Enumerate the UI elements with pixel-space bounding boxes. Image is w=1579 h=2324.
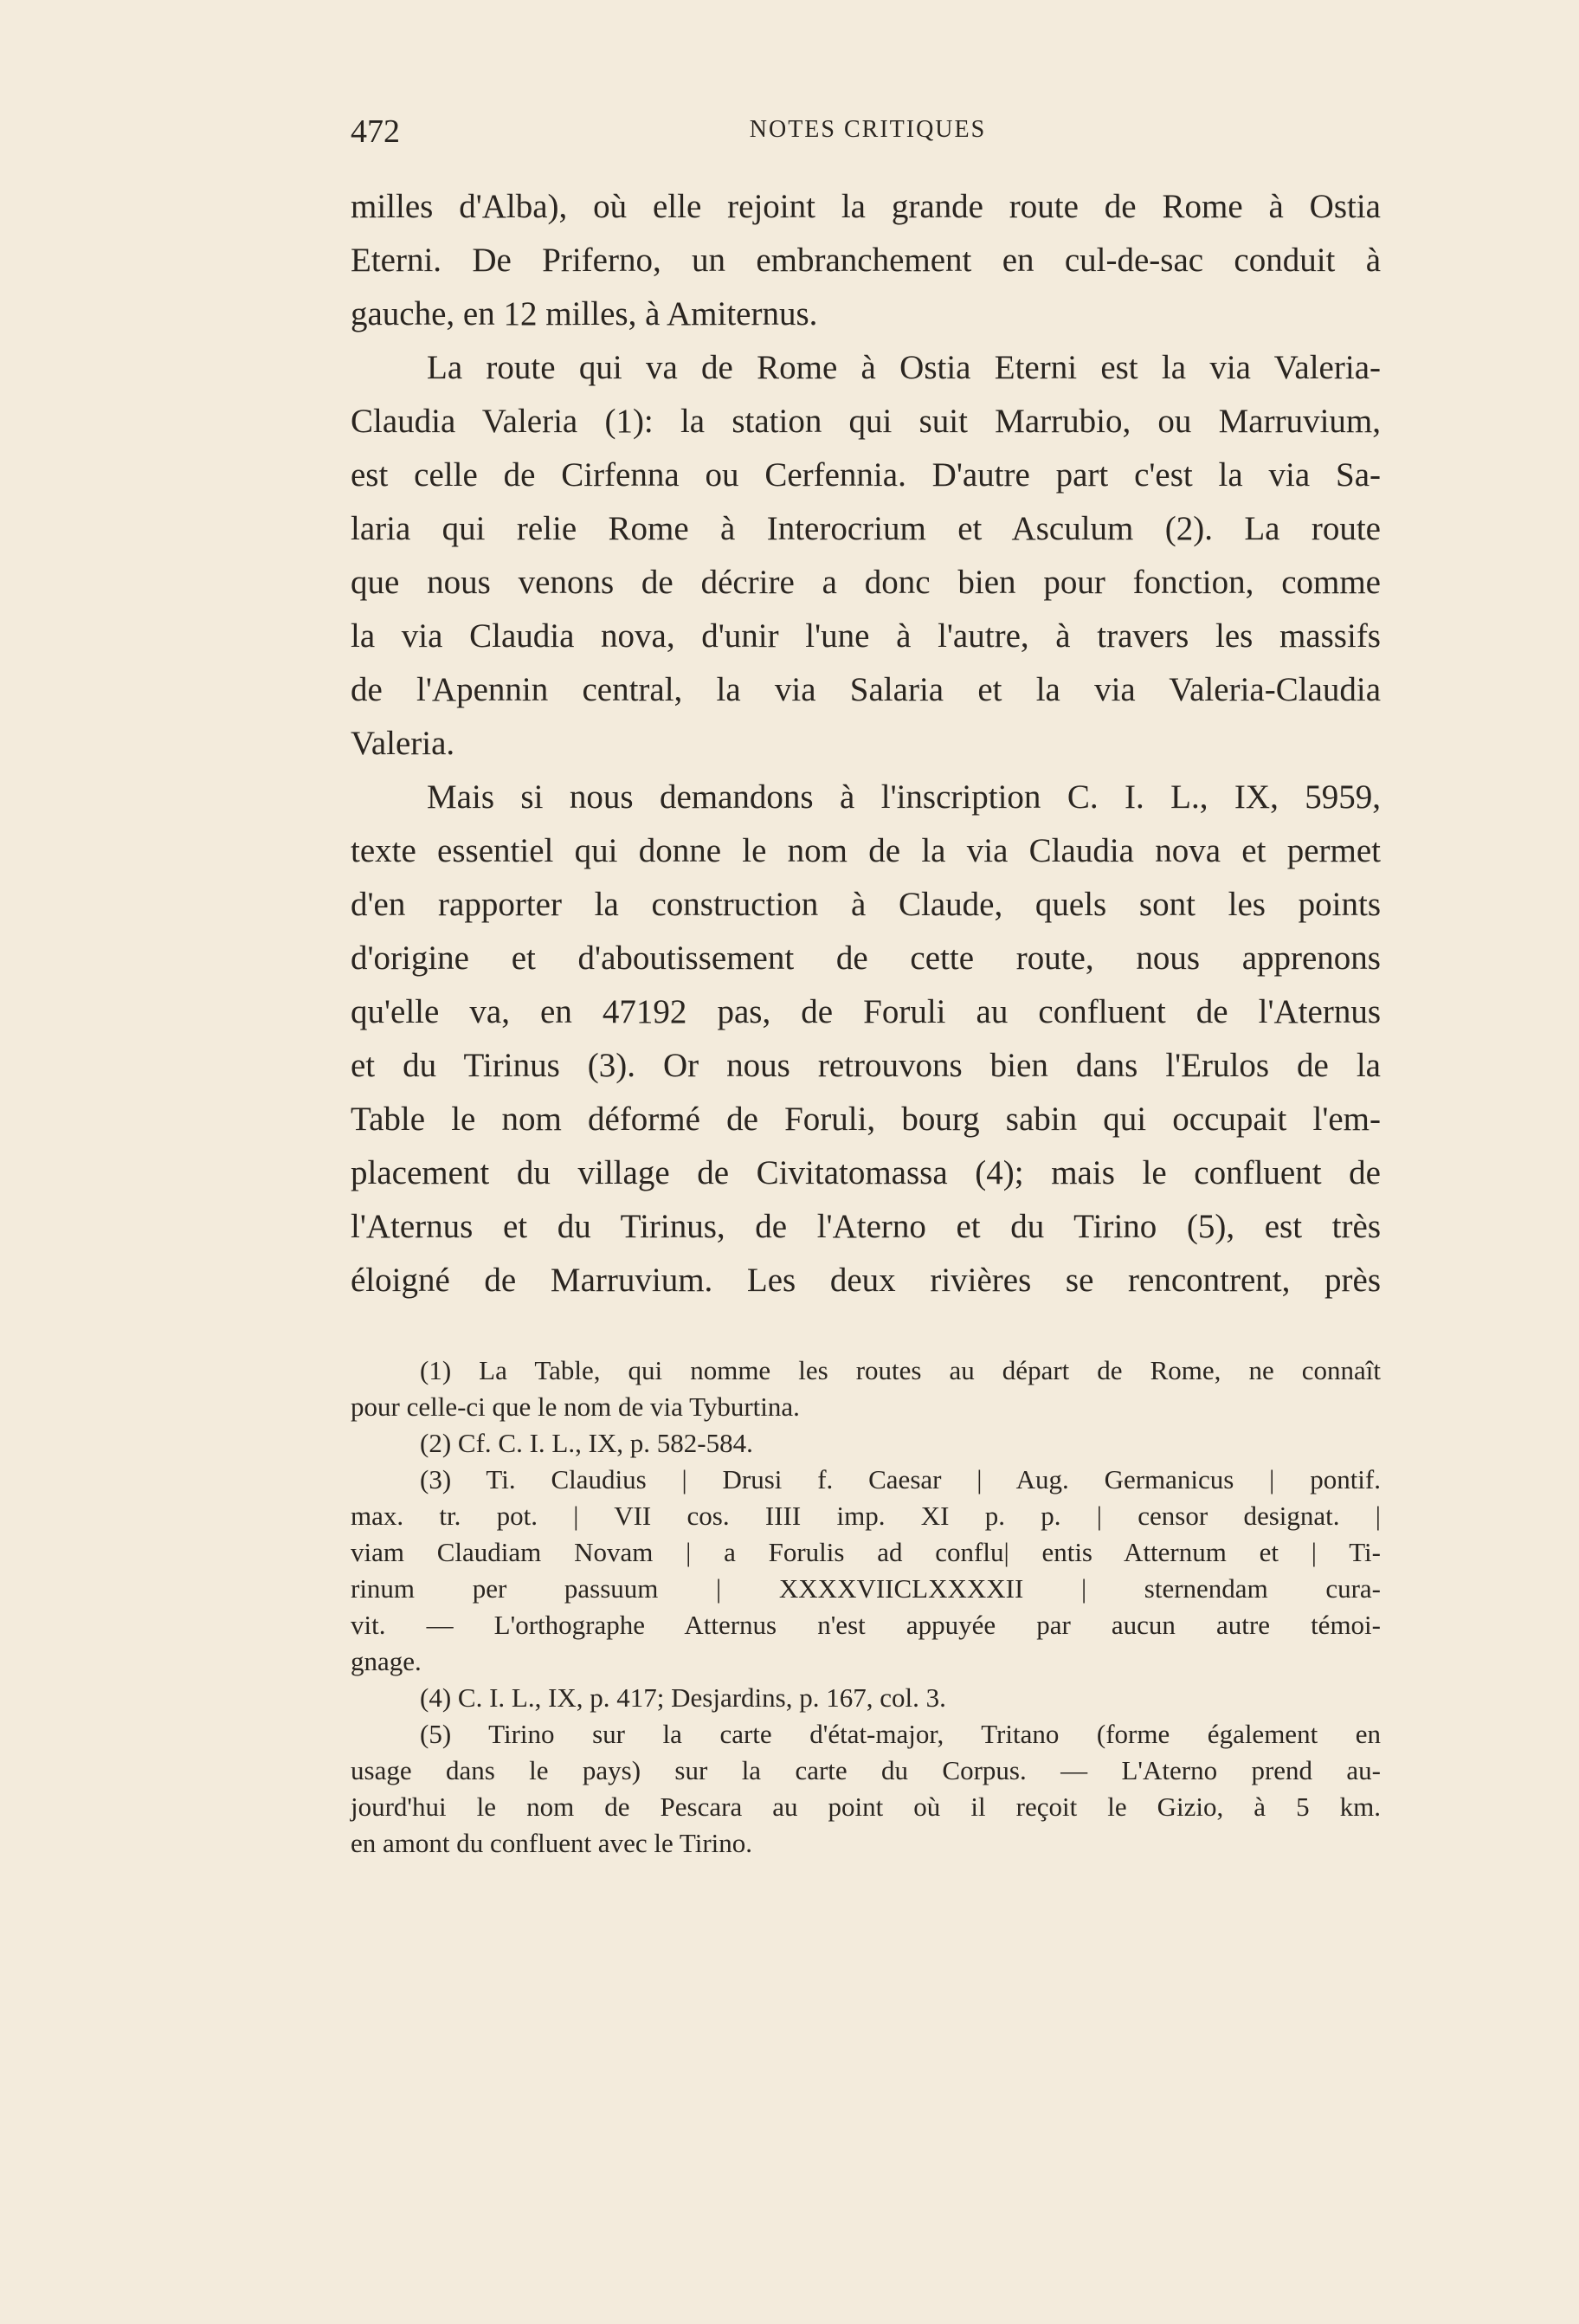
body-line: La route qui va de Rome à Ostia Eterni est la via Valeria- — [427, 349, 1381, 386]
body-line: d'en rapporter la construction à Claude, quels sont les points — [351, 886, 1381, 923]
body-line: éloigné de Marruvium. Les deux rivières se rencontrent, près — [351, 1262, 1381, 1299]
body-line: et du Tirinus (3). Or nous retrouvons bien dans l'Erulos de la — [351, 1047, 1381, 1084]
body-line: de l'Apennin central, la via Salaria et la via Valeria-Claudia — [351, 671, 1381, 708]
body-line: la via Claudia nova, d'unir l'une à l'autre, à travers les massifs — [351, 617, 1381, 655]
page-number: 472 — [351, 113, 400, 150]
footnote-line: (3) Ti. Claudius | Drusi f. Caesar | Aug. Germanicus | pontif. — [420, 1464, 1381, 1494]
footnote-line: vit. — L'orthographe Atternus n'est appuyée par aucun autre témoi- — [351, 1610, 1381, 1640]
running-title: NOTES CRITIQUES — [749, 116, 987, 143]
body-line: que nous venons de décrire a donc bien pour fonction, comme — [351, 564, 1381, 601]
body-line: Claudia Valeria (1): la station qui suit Marrubio, ou Marruvium, — [351, 403, 1381, 440]
footnote-line: usage dans le pays) sur la carte du Corpus. — L'Aterno prend au- — [351, 1755, 1381, 1785]
footnote-line: viam Claudiam Novam | a Forulis ad conflu| entis Atternum et | Ti- — [351, 1537, 1381, 1567]
body-line: gauche, en 12 milles, à Amiternus. — [351, 295, 818, 332]
body-line: Mais si nous demandons à l'inscription C. I. L., IX, 5959, — [427, 778, 1381, 816]
footnote-line: (5) Tirino sur la carte d'état-major, Tritano (forme également en — [420, 1719, 1381, 1749]
body-line: laria qui relie Rome à Interocrium et Asculum (2). La route — [351, 510, 1381, 547]
body-text — [351, 180, 1381, 1307]
running-head — [351, 113, 1385, 156]
footnotes — [351, 1352, 1381, 1862]
footnote-line: (2) Cf. C. I. L., IX, p. 582-584. — [420, 1428, 753, 1458]
body-line: est celle de Cirfenna ou Cerfennia. D'autre part c'est la via Sa- — [351, 456, 1381, 494]
footnote-line: (4) C. I. L., IX, p. 417; Desjardins, p. 167, col. 3. — [420, 1682, 946, 1713]
body-line: texte essentiel qui donne le nom de la via Claudia nova et permet — [351, 832, 1381, 869]
footnote-line: rinum per passuum | XXXXVIICLXXXXII | sternendam cura- — [351, 1573, 1381, 1604]
body-line: d'origine et d'aboutissement de cette route, nous apprenons — [351, 939, 1381, 977]
footnote-line: en amont du confluent avec le Tirino. — [351, 1828, 753, 1858]
footnote-line: gnage. — [351, 1646, 422, 1676]
body-line: Valeria. — [351, 725, 455, 762]
footnote-line: (1) La Table, qui nomme les routes au départ de Rome, ne connaît — [420, 1355, 1381, 1385]
body-line: Eterni. De Priferno, un embranchement en cul-de-sac conduit à — [351, 242, 1381, 279]
footnote-line: max. tr. pot. | VII cos. IIII imp. XI p. p. | censor designat. | — [351, 1501, 1381, 1531]
body-line: placement du village de Civitatomassa (4); mais le confluent de — [351, 1154, 1381, 1191]
footnote-line: jourd'hui le nom de Pescara au point où il reçoit le Gizio, à 5 km. — [351, 1791, 1381, 1822]
body-line: Table le nom déformé de Foruli, bourg sabin qui occupait l'em- — [351, 1101, 1381, 1138]
body-line: qu'elle va, en 47192 pas, de Foruli au confluent de l'Aternus — [351, 993, 1381, 1030]
footnote-line: pour celle-ci que le nom de via Tyburtina. — [351, 1391, 800, 1422]
body-line: milles d'Alba), où elle rejoint la grande route de Rome à Ostia — [351, 188, 1381, 225]
body-line: l'Aternus et du Tirinus, de l'Aterno et du Tirino (5), est très — [351, 1208, 1381, 1245]
